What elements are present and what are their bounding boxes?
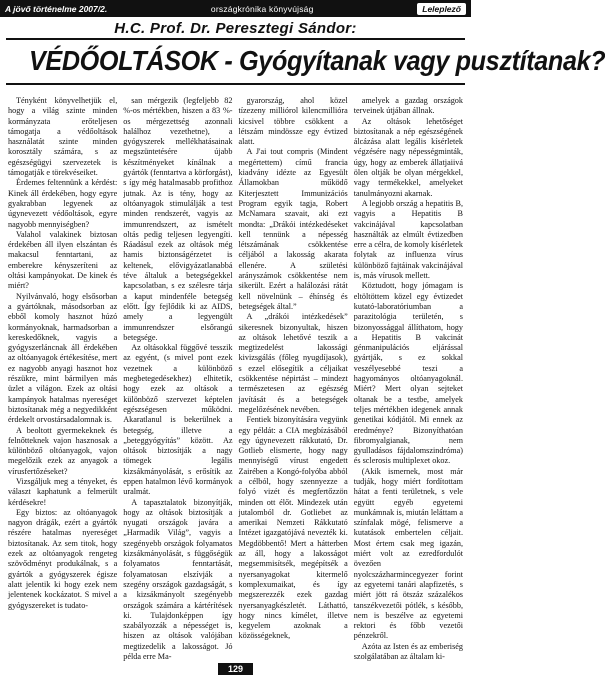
article-author: H.C. Prof. Dr. Peresztegi Sándor:: [114, 20, 357, 37]
header-label: Leleplező: [417, 3, 466, 15]
paragraph: A tapasztalatok bizonyítják, hogy az oltások biztosítják a nyugati országok javára a „Harmadik Világ”, vagyis a szegényebb országok folyamatos kizsákmányolását, s függőségük folyamatos fenntartását, folyamatosan elszívják a szegény országok gazdagságát, s a kizsákmányolt szegényebb országok számára a kártérítések ki. Tulajdonképpen így szabályozzák a népességet is, hiszen az oltások valójában megtizedelik a lakosságot. Jó példa erre Ma-: [123, 497, 233, 662]
paragraph: Vizsgáljuk meg a tényeket, és választ kaphatunk a felmerült kérdésekre!: [8, 476, 118, 507]
paragraph: Érdemes feltennünk a kérdést: Kinek áll érdekében, hogy egyre gyakrabban legyenek az úgynevezett védőoltások, egyre nagyobb mennyiségben?: [8, 178, 118, 229]
article-body: [8, 96, 463, 662]
paragraph: A legjobb ország a hepatitis B, vagyis a Hepatitis B vakcinájával kapcsolatban használták az elmúlt évtizedben erre a célra, de komoly kísérletek folytak az influenza vírus különböző fajtáinak vakcinájával is, más vírusok mellett.: [353, 198, 463, 281]
page-footer: [0, 662, 471, 676]
paragraph: Az oltások lehetőséget biztosítanak a nép egészségének álcázása alatt legális kísérletek végzésére nagy népességminták, úgy, hogy az emberek állatjaiivá ölen oltják be olyan mérgekkel, vagy termékekkel, amelyeket tanulmányozni akarnak.: [353, 116, 463, 198]
paragraph: A J'ai tout compris (Mindent megértettem) című francia kiadvány idézte az Egyesült Államokban működő Kiterjesztett Immunizációs Program egyik tagja, Robert McNamara szavait, aki ezt mondta: „Drákói intézkedéseket kell tennünk a népesség létszámának csökkentése céljából a lakosság akarata ellenére. A születési arányszámok csökkentése nem sikerült. Ezért a halálozási rátát kell növelnünk – éhínség és betegségek által.”: [238, 147, 348, 311]
paragraph: san mérgezik (legfeljebb 82 %-os mértékben, hiszen a 83 %-os mérgezettség azonnali halálhoz vezethetne), a gyógyszerek mellékhatásainak megszüntetésére újabb készítményeket kínálnak a gyártók (fenntartva a körforgást), s így még hatalmasabb profithoz jutnak. Az is tény, hogy az oltóanyagok stimulálják a test minden rendszerét, vagyis az immunrendszert, az ismételt oltás pedig teljesen legyengíti. Ráadásul ezek az oltások még hamis biztonságérzetet is keltenek, elővigyázatlanabbá téve általuk a betegségekkel kapcsolatban, s ez szélesre tárja a kaput mindenféle betegség előtt. Így fejlődik ki az AIDS, amely a legyengült immunrendszer elsőrangú betegsége.: [123, 96, 233, 342]
header-section: országkrónika könyvújság: [210, 3, 314, 14]
paragraph: Azóta az Isten és az emberiség szolgálatában az általam ki-: [353, 641, 463, 662]
paragraph: A beoltott gyermekeknek és felnőtteknek vajon hasznosak a különböző oltóanyagok, vajon megelőzik ezek az anyagok a vírusfertőzéseket?: [8, 425, 118, 476]
paragraph: Az oltásokkal függővé tesszik az egyént, (s mivel pont ezek vezetnek a különböző megbetegedésekhez) elhitetik, hogy ezek az oltások a különböző szervezet képtelen egészségesen működni. Akaratlanul is bekerülnek a betegség, illetve a „beteggyógyítás” között. Az oltások biztosítják a nagy tömegek legális kizsákmányolását, s erősítik az eppen hatalmon lévő kormányok uralmát.: [123, 343, 233, 497]
column-4: [353, 96, 463, 662]
paragraph: Valahol valakinek biztosan érdekében áll ilyen elszántan és makacsul fenntartani, az emberekre kényszeríteni az oltási kampányokat. De kinek és miért?: [8, 229, 118, 291]
paragraph: gyarország, ahol közel tízezeny milliórol kilencmillióra kicsivel többre csökkent a létszám mindössze egy évtized alatt.: [238, 96, 348, 147]
column-2: [123, 96, 233, 662]
paragraph: amelyek a gazdag országok terveinek útjában állnak.: [353, 96, 463, 116]
header-publication: A jövő történelme 2007/2.: [5, 3, 108, 14]
headline-box: [6, 38, 605, 85]
paragraph: Tényként könyvelhetjük el, hogy a világ szinte minden kormányzata erőteljesen támogatja a védőoltások használatát szinte minden korosztály számára, s az egészségügyi szervezetek is támogatják e törekvéseiket.: [8, 96, 118, 178]
paragraph: (Akik ismernek, most már tudják, hogy miért fordítottam hátat a fenti területnek, s vele együtt egyéb egyetemi munkámnak is, miután leláttam a színfalak mögé, felismerve a kutatások embertelen céljait. Most értem csak meg igazán, miért volt az ezredfordulót övezően nyolcszázharmincegyezer forint az egyetemi tanári alapfizetés, s miért jött rá ötszáz százalékos tanszékvezetői pótlék, s később, nem is beszélve az egyetemi rektori és főbb vezetői pénzekről.: [353, 466, 463, 641]
paragraph: Nyilvánvaló, hogy elsősorban a gyártóknak, másodsorban az ebből komoly hasznot húzó kormányoknak, harmadsorban a kereskedőknek, vagyis a gyógyszerláncnak áll érdekében az oltóanyagok értékesítése, mert ez nagyobb anyagi hasznot hoz részükre, mint bármilyen más üzlet a világon. Ezek az oltási kampányok hatalmas nyereséget biztosítanak még a negyedikként érdekelt orvostársadalomnak is.: [8, 291, 118, 425]
paragraph: Fentiek bizonyítására vegyünk egy példát: a CIA megbízásából egy úgynevezett rákkutató, Dr. Gotlieb elismerte, hogy nagy mennyiségű vírust engedett Zairében a Kongó-folyóba abból a célból, hogy szennyezze a folyó vizét és megfertőzzön minden ott élőt. Mindezek után jutalomból dr. Gotliebet az amerikai Nemzeti Rákkutató Intézet igazgatójává nevezték ki. Megdöbbentő! Mert a hátterben az áll, hogy a lakosságot megsemmisítsék, megépítsék a nyersanyagokat kitermelő komplexumaikat, és így megszerezzék ezek gazdag nyersanyagkészletét. Láthattó, hogy nincs kímélet, illetve kegyelem azoknak a közösségeknek,: [238, 415, 348, 641]
article-title: VÉDŐOLTÁSOK - Gyógyítanak vagy pusztítanak?: [28, 45, 605, 76]
column-3: [239, 96, 348, 654]
page-number: 129: [218, 663, 253, 675]
column-1: [8, 96, 117, 654]
paragraph: Köztudott, hogy jómagam is eltöltöttem közel egy évtizedet kutató-laboratóriumban a parazitológia területén, s bizonyossággal állíthatom, hogy a Hepatitis B vakcinát génmanipulációs eljárással gyártják, s ez sokkal veszélyesebbé teszi a hagyományos oltóanyagoknál. Miért? Mert olyan sejteket oltanak be a testbe, amelyek teljes mértékben idegenek annak genetikai kódjától. Mi ennek az eredménye? Bizonyíthatóan fibromyalgianak, nem gyulladásos fájdalomszindróma) és sclerosis multiplexet okoz.: [353, 281, 463, 466]
paragraph: A „drákói intézkedések” sikeresnek bizonyultak, hiszen az oltások lehetővé teszik a megtizedelést lakossági kivizsgálás (főleg nyugdíjasok), s ezzel elősegítik a céljaikat csökkentése népirtást – mindezt természetesen az egészség javítását és a betegségek megelőzésének nevében.: [238, 312, 348, 414]
paragraph: Egy biztos: az oltóanyagok nagyon drágák, ezért a gyártók részére hatalmas nyereséget biztosítanak. Az sem titok, hogy ezek az oltóanyagok rengeteg szövődményt produkálnak, s a gyártók a gyógyszerek égisze alatt jelentik ki hogy ezek nem jelentenek kockázatot. S mivel a gyógyszereket is tudato-: [8, 507, 118, 610]
running-header: [0, 0, 471, 17]
